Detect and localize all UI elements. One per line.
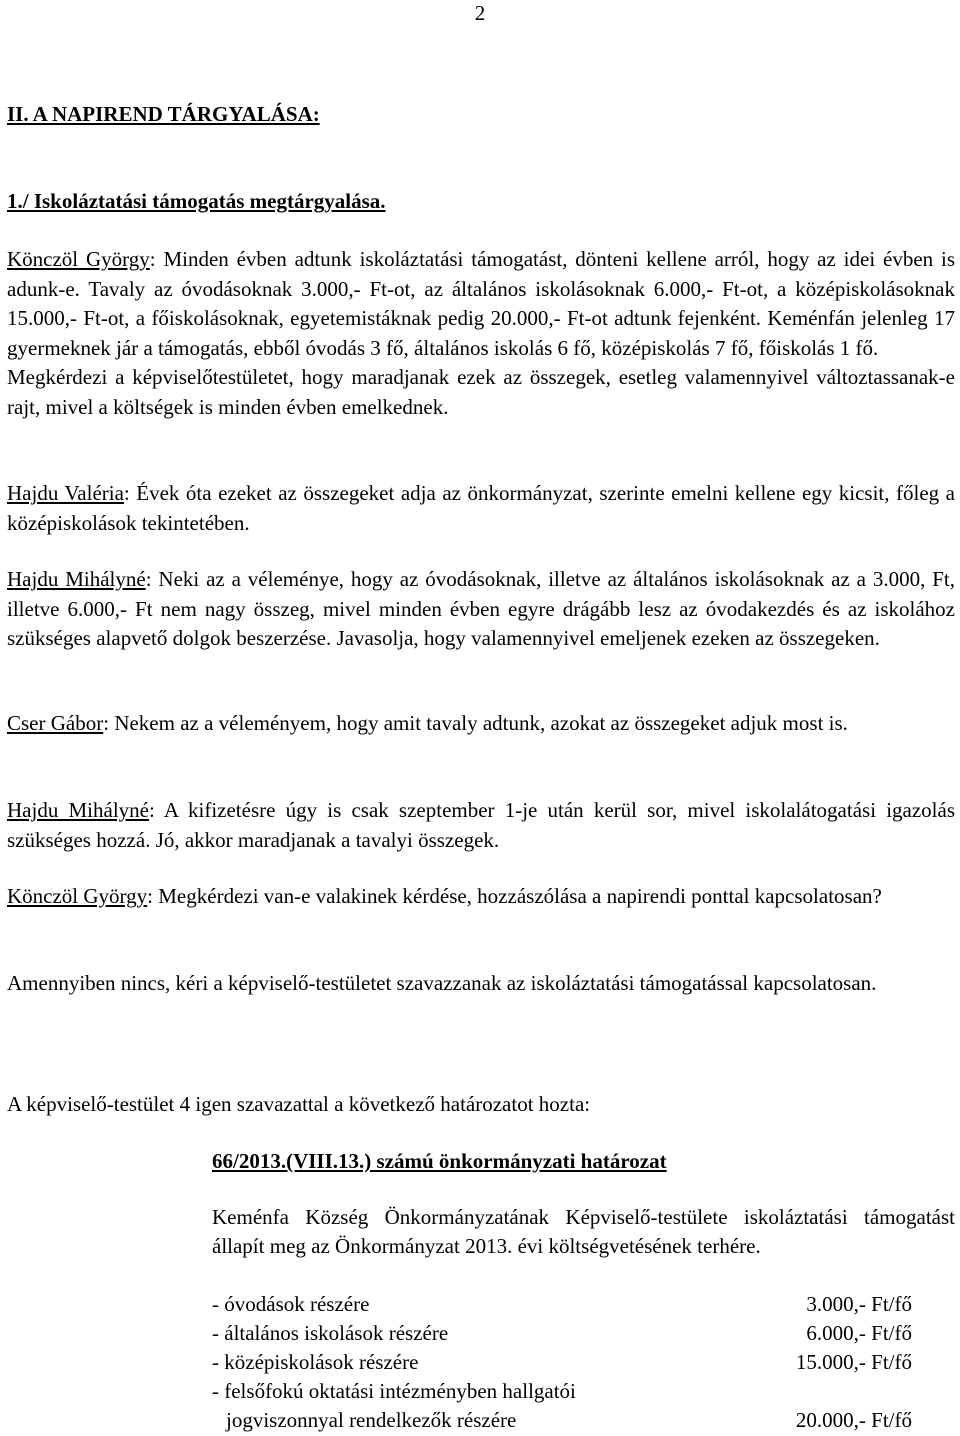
item-label: - általános iskolások részére	[212, 1321, 449, 1345]
speaker-name: Hajdu Mihályné	[7, 567, 146, 591]
item-amount: 15.000,- Ft/fő	[795, 1350, 912, 1374]
speaker-name: Könczöl György	[7, 884, 148, 908]
paragraph-hajdu-valeria	[7, 479, 955, 538]
speaker-name: Könczöl György	[7, 247, 150, 271]
paragraph-hajdu-mihalyne-1	[7, 565, 955, 654]
paragraph-text: : Minden évben adtunk iskoláztatási támogatást, dönteni kellene arról, hogy az idei évben is adunk-e. Tavaly az óvodásoknak 3.000,- Ft-ot, az általános iskolásoknak 6.000,- Ft-ot, a középiskolásoknak 15.000,- Ft-ot, a főiskolásoknak, egyetemistáknak pedig 20.000,- Ft-ot adtunk fejenként. Keménfán jelenleg 17 gyermeknek jár a támogatás, ebből óvodás 3 fő, általános iskolás 6 fő, középiskolás 7 fő, főiskolás 1 fő.	[7, 247, 955, 360]
item-label: - középiskolások részére	[212, 1350, 419, 1374]
item-amount: 20.000,- Ft/fő	[795, 1408, 912, 1432]
paragraph-konczol-1	[7, 245, 955, 422]
resolution-title: 66/2013.(VIII.13.) számú önkormányzati határozat	[212, 1149, 667, 1173]
resolution-item-list	[212, 1290, 912, 1435]
list-item	[212, 1319, 912, 1348]
paragraph-text: : A kifizetésre úgy is csak szeptember 1-je után kerül sor, mivel iskolalátogatási igazolás szükséges hozzá. Jó, akkor maradjanak a tavalyi összegek.	[7, 798, 956, 852]
paragraph-cser-gabor	[7, 709, 955, 739]
item-label-continued: jogviszonnyal rendelkezők részére	[226, 1408, 517, 1432]
agenda-item-heading: 1./ Iskoláztatási támogatás megtárgyalása.	[7, 189, 386, 213]
item-label: - felsőfokú oktatási intézményben hallgatói	[212, 1379, 576, 1403]
section-heading: II. A NAPIREND TÁRGYALÁSA:	[7, 102, 320, 126]
list-item	[212, 1348, 912, 1377]
speaker-name: Hajdu Mihályné	[7, 798, 149, 822]
speaker-name: Hajdu Valéria	[7, 481, 124, 505]
paragraph-text: : Évek óta ezeket az összegeket adja az önkormányzat, szerinte emelni kellene egy kicsit, főleg a középiskolások tekintetében.	[7, 481, 956, 535]
paragraph-text: : Nekem az a véleményem, hogy amit tavaly adtunk, azokat az összegeket adjuk most is.	[103, 711, 848, 735]
closing-paragraph: Amennyiben nincs, kéri a képviselő-testületet szavazzanak az iskoláztatási támogatással kapcsolatosan.	[7, 971, 877, 995]
paragraph-text-continued: Megkérdezi a képviselőtestületet, hogy maradjanak ezek az összegek, esetleg valamennyivel változtassanak-e rajt, mivel a költségek is minden évben emelkednek.	[7, 365, 955, 419]
list-item	[212, 1406, 912, 1435]
vote-sentence: A képviselő-testület 4 igen szavazattal a következő határozatot hozta:	[7, 1092, 591, 1116]
paragraph-text: : Neki az a véleménye, hogy az óvodásoknak, illetve az általános iskolásoknak az a 3.000, Ft, illetve 6.000,- Ft nem nagy összeg, mivel minden évben egyre drágább lesz az óvodakezdés és az iskolához szükséges alapvető dolgok beszerzése. Javasolja, hogy valamennyivel emeljenek ezeken az összegeken.	[7, 567, 955, 650]
paragraph-konczol-2	[7, 882, 955, 912]
paragraph-text: : Megkérdezi van-e valakinek kérdése, hozzászólása a napirendi ponttal kapcsolatosan?	[147, 884, 882, 908]
page-number: 2	[474, 1, 486, 25]
item-amount: 6.000,- Ft/fő	[806, 1321, 912, 1345]
list-item	[212, 1377, 912, 1406]
item-label: - óvodások részére	[212, 1292, 370, 1316]
resolution-body: Keménfa Község Önkormányzatának Képviselő-testülete iskoláztatási támogatást állapít meg az Önkormányzat 2013. évi költségvetésének terhére.	[212, 1205, 955, 1258]
speaker-name: Cser Gábor	[7, 711, 104, 735]
list-item	[212, 1290, 912, 1319]
paragraph-hajdu-mihalyne-2	[7, 796, 955, 855]
item-amount: 3.000,- Ft/fő	[806, 1292, 912, 1316]
